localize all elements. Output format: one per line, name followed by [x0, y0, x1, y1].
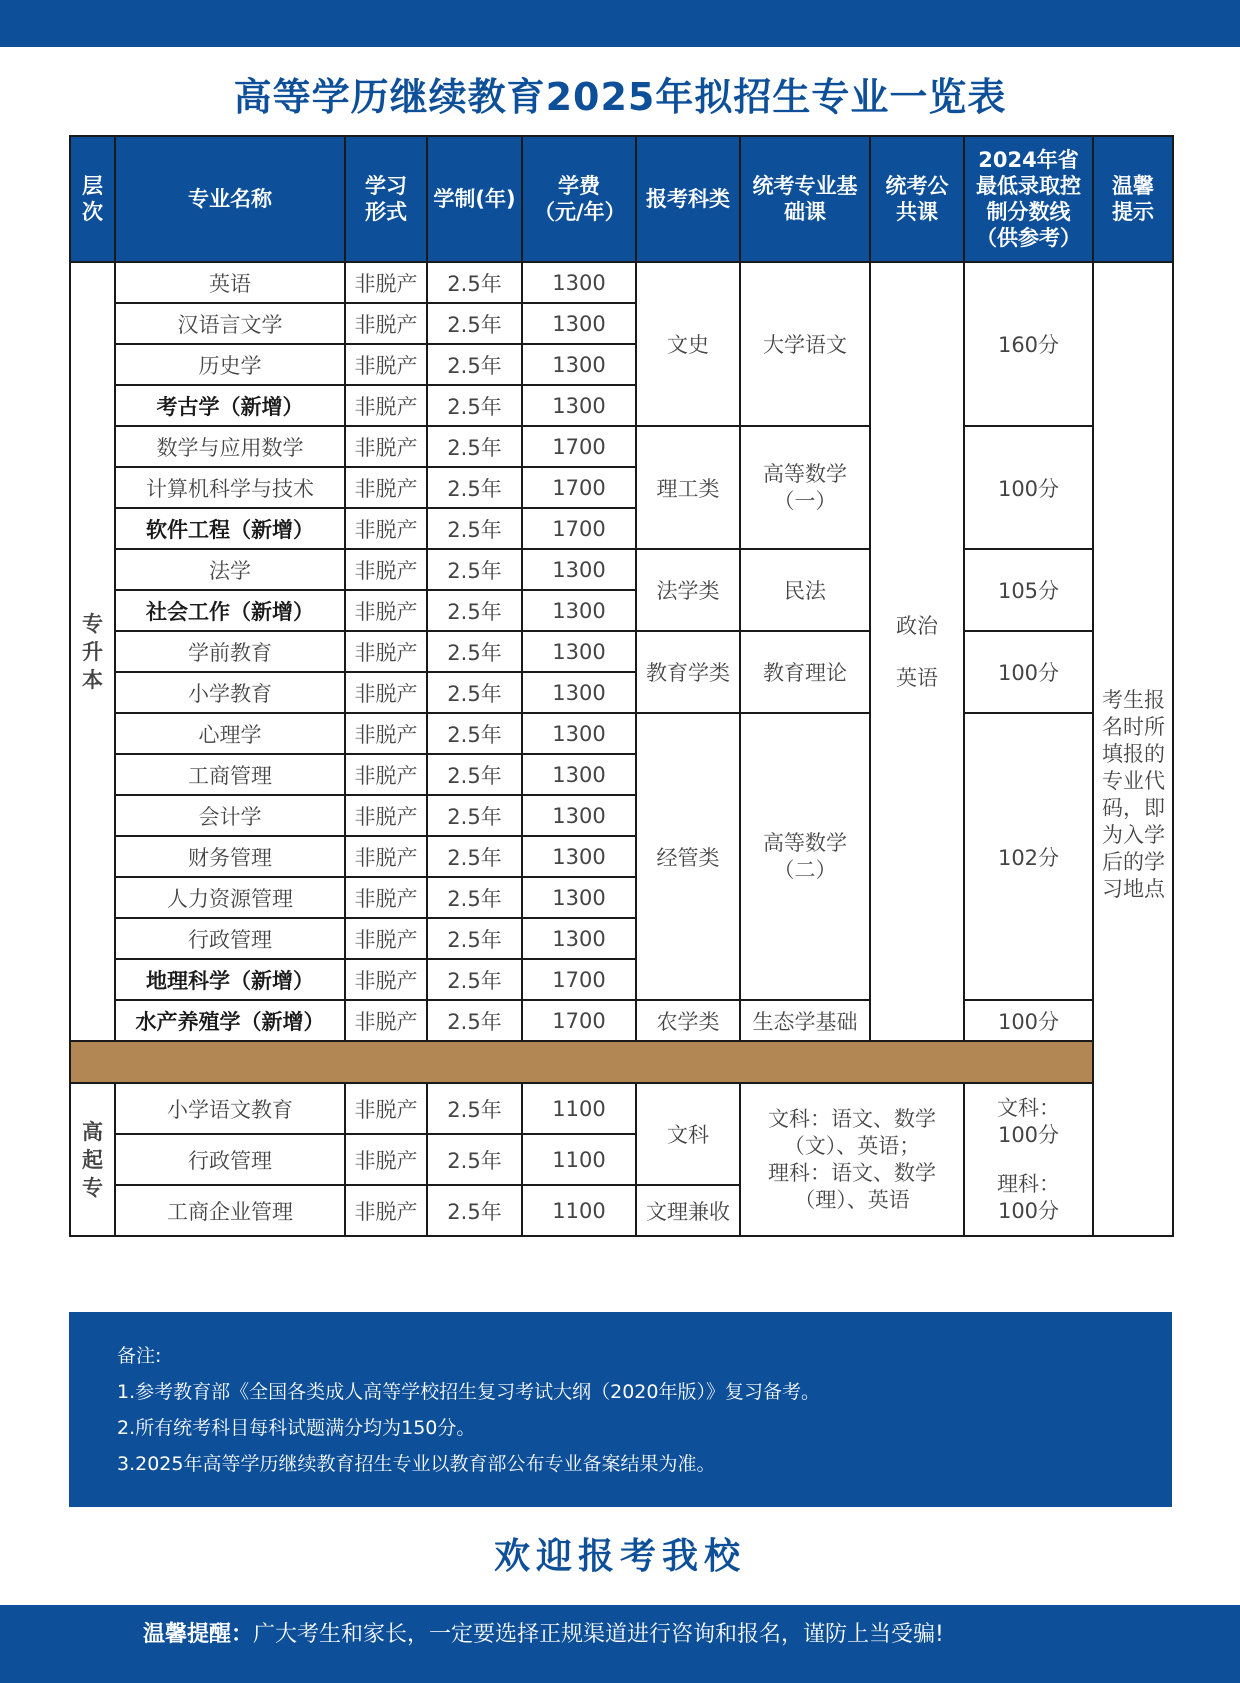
form-cell: 非脱产 — [345, 713, 427, 754]
major-cell: 会计学 — [115, 795, 345, 836]
note-item: 2.所有统考科目每科试题满分均为150分。 — [117, 1417, 476, 1439]
basic-course-cell: 生态学基础 — [740, 1000, 870, 1041]
basic-course-cell: 教育理论 — [740, 631, 870, 713]
fee-cell: 1300 — [522, 262, 636, 303]
table-header-row — [70, 136, 1173, 262]
footer-label: 温馨提醒： — [143, 1622, 254, 1647]
major-cell: 历史学 — [115, 344, 345, 385]
fee-cell: 1100 — [522, 1185, 636, 1236]
form-cell: 非脱产 — [345, 1185, 427, 1236]
major-cell: 行政管理 — [115, 918, 345, 959]
major-cell: 法学 — [115, 549, 345, 590]
duration-cell: 2.5年 — [427, 754, 522, 795]
fee-cell: 1700 — [522, 467, 636, 508]
table-row — [70, 1083, 1173, 1134]
score-wenke: 文科：100分 — [997, 1095, 1060, 1147]
fee-cell: 1700 — [522, 426, 636, 467]
category-cell: 经管类 — [636, 713, 740, 1000]
major-cell: 小学教育 — [115, 672, 345, 713]
table-row — [70, 262, 1173, 303]
level-zsb: 专升本 — [70, 262, 115, 1041]
notes-box — [69, 1312, 1172, 1507]
form-cell: 非脱产 — [345, 426, 427, 467]
major-cell: 行政管理 — [115, 1134, 345, 1185]
duration-cell: 2.5年 — [427, 713, 522, 754]
form-cell: 非脱产 — [345, 918, 427, 959]
major-cell: 工商企业管理 — [115, 1185, 345, 1236]
duration-cell: 2.5年 — [427, 672, 522, 713]
score-cell: 100分 — [964, 1000, 1093, 1041]
form-cell: 非脱产 — [345, 959, 427, 1000]
page-title: 高等学历继续教育2025年拟招生专业一览表 — [233, 75, 1007, 119]
major-cell: 考古学（新增） — [115, 385, 345, 426]
duration-cell: 2.5年 — [427, 918, 522, 959]
header-score-line: 2024年省最低录取控制分数线（供参考） — [964, 136, 1093, 262]
notes-heading: 备注: — [117, 1345, 162, 1367]
duration-cell: 2.5年 — [427, 631, 522, 672]
major-cell: 学前教育 — [115, 631, 345, 672]
duration-cell: 2.5年 — [427, 262, 522, 303]
fee-cell: 1300 — [522, 795, 636, 836]
category-cell: 农学类 — [636, 1000, 740, 1041]
duration-cell: 2.5年 — [427, 549, 522, 590]
basic-course-cell: 民法 — [740, 549, 870, 631]
basic-course-wenke: 文科：语文、数学（文）、英语； — [768, 1106, 936, 1158]
score-cell — [964, 1083, 1093, 1236]
form-cell: 非脱产 — [345, 1000, 427, 1041]
table-row — [70, 426, 1173, 467]
table-row — [70, 1000, 1173, 1041]
category-cell: 文史 — [636, 262, 740, 426]
form-cell: 非脱产 — [345, 303, 427, 344]
header-basic-course: 统考专业基础课 — [740, 136, 870, 262]
duration-cell: 2.5年 — [427, 836, 522, 877]
fee-cell: 1300 — [522, 877, 636, 918]
score-cell: 100分 — [964, 631, 1093, 713]
duration-cell: 2.5年 — [427, 959, 522, 1000]
table-row — [70, 631, 1173, 672]
footer-text: 广大考生和家长，一定要选择正规渠道进行咨询和报名，谨防上当受骗! — [253, 1622, 944, 1647]
form-cell: 非脱产 — [345, 549, 427, 590]
note-item: 1.参考教育部《全国各类成人高等学校招生复习考试大纲（2020年版）》复习备考。 — [117, 1381, 820, 1403]
score-like: 理科：100分 — [997, 1171, 1060, 1223]
fee-cell: 1300 — [522, 836, 636, 877]
public-course-cell: 政治英语 — [870, 262, 964, 1041]
duration-cell: 2.5年 — [427, 303, 522, 344]
fee-cell: 1100 — [522, 1083, 636, 1134]
form-cell: 非脱产 — [345, 795, 427, 836]
fee-cell: 1300 — [522, 385, 636, 426]
category-cell: 文理兼收 — [636, 1185, 740, 1236]
tip-cell: 考生报名时所填报的专业代码，即为入学后的学习地点 — [1093, 262, 1173, 1236]
duration-cell: 2.5年 — [427, 877, 522, 918]
form-cell: 非脱产 — [345, 836, 427, 877]
duration-cell: 2.5年 — [427, 385, 522, 426]
welcome-slogan: 欢迎报考我校 — [493, 1535, 746, 1577]
duration-cell: 2.5年 — [427, 508, 522, 549]
category-cell: 文科 — [636, 1083, 740, 1185]
major-cell: 人力资源管理 — [115, 877, 345, 918]
major-cell: 计算机科学与技术 — [115, 467, 345, 508]
header-major: 专业名称 — [115, 136, 345, 262]
duration-cell: 2.5年 — [427, 1000, 522, 1041]
duration-cell: 2.5年 — [427, 1083, 522, 1134]
header-fee: 学费（元/年） — [522, 136, 636, 262]
major-cell: 地理科学（新增） — [115, 959, 345, 1000]
section-separator — [70, 1041, 1093, 1083]
major-cell: 水产养殖学（新增） — [115, 1000, 345, 1041]
score-cell: 102分 — [964, 713, 1093, 1000]
score-cell: 160分 — [964, 262, 1093, 426]
major-cell: 英语 — [115, 262, 345, 303]
fee-cell: 1300 — [522, 303, 636, 344]
basic-course-cell: 大学语文 — [740, 262, 870, 426]
header-duration: 学制(年) — [427, 136, 522, 262]
note-item: 3.2025年高等学历继续教育招生专业以教育部公布专业备案结果为准。 — [117, 1453, 716, 1475]
major-cell: 工商管理 — [115, 754, 345, 795]
form-cell: 非脱产 — [345, 1083, 427, 1134]
fee-cell: 1300 — [522, 672, 636, 713]
form-cell: 非脱产 — [345, 467, 427, 508]
major-cell: 小学语文教育 — [115, 1083, 345, 1134]
score-cell: 100分 — [964, 426, 1093, 549]
form-cell: 非脱产 — [345, 754, 427, 795]
duration-cell: 2.5年 — [427, 1185, 522, 1236]
score-cell: 105分 — [964, 549, 1093, 631]
fee-cell: 1700 — [522, 508, 636, 549]
major-cell: 软件工程（新增） — [115, 508, 345, 549]
fee-cell: 1300 — [522, 344, 636, 385]
fee-cell: 1300 — [522, 754, 636, 795]
basic-course-cell — [740, 1083, 964, 1236]
major-cell: 财务管理 — [115, 836, 345, 877]
major-cell: 数学与应用数学 — [115, 426, 345, 467]
duration-cell: 2.5年 — [427, 426, 522, 467]
fee-cell: 1300 — [522, 918, 636, 959]
fee-cell: 1700 — [522, 959, 636, 1000]
duration-cell: 2.5年 — [427, 590, 522, 631]
table-row — [70, 713, 1173, 754]
duration-cell: 2.5年 — [427, 1134, 522, 1185]
basic-course-like: 理科：语文、数学（理）、英语 — [768, 1160, 936, 1212]
table-row — [70, 549, 1173, 590]
footer-warning-bar — [0, 1605, 1240, 1683]
category-cell: 法学类 — [636, 549, 740, 631]
major-cell: 社会工作（新增） — [115, 590, 345, 631]
form-cell: 非脱产 — [345, 631, 427, 672]
fee-cell: 1300 — [522, 549, 636, 590]
category-cell: 理工类 — [636, 426, 740, 549]
duration-cell: 2.5年 — [427, 795, 522, 836]
level-gqz: 高起专 — [70, 1083, 115, 1236]
basic-course-cell: 高等数学（一） — [740, 426, 870, 549]
form-cell: 非脱产 — [345, 877, 427, 918]
form-cell: 非脱产 — [345, 344, 427, 385]
top-banner-bar — [0, 0, 1240, 47]
duration-cell: 2.5年 — [427, 467, 522, 508]
header-level: 层次 — [70, 136, 115, 262]
fee-cell: 1300 — [522, 631, 636, 672]
form-cell: 非脱产 — [345, 508, 427, 549]
fee-cell: 1300 — [522, 590, 636, 631]
basic-course-cell: 高等数学（二） — [740, 713, 870, 1000]
fee-cell: 1300 — [522, 713, 636, 754]
header-study-form: 学习形式 — [345, 136, 427, 262]
form-cell: 非脱产 — [345, 590, 427, 631]
form-cell: 非脱产 — [345, 1134, 427, 1185]
section-separator-row — [70, 1041, 1173, 1083]
major-cell: 心理学 — [115, 713, 345, 754]
header-category: 报考科类 — [636, 136, 740, 262]
major-cell: 汉语言文学 — [115, 303, 345, 344]
category-cell: 教育学类 — [636, 631, 740, 713]
duration-cell: 2.5年 — [427, 344, 522, 385]
fee-cell: 1100 — [522, 1134, 636, 1185]
header-public-course: 统考公共课 — [870, 136, 964, 262]
form-cell: 非脱产 — [345, 672, 427, 713]
form-cell: 非脱产 — [345, 262, 427, 303]
majors-table — [69, 135, 1174, 1237]
fee-cell: 1700 — [522, 1000, 636, 1041]
header-tip: 温馨提示 — [1093, 136, 1173, 262]
form-cell: 非脱产 — [345, 385, 427, 426]
